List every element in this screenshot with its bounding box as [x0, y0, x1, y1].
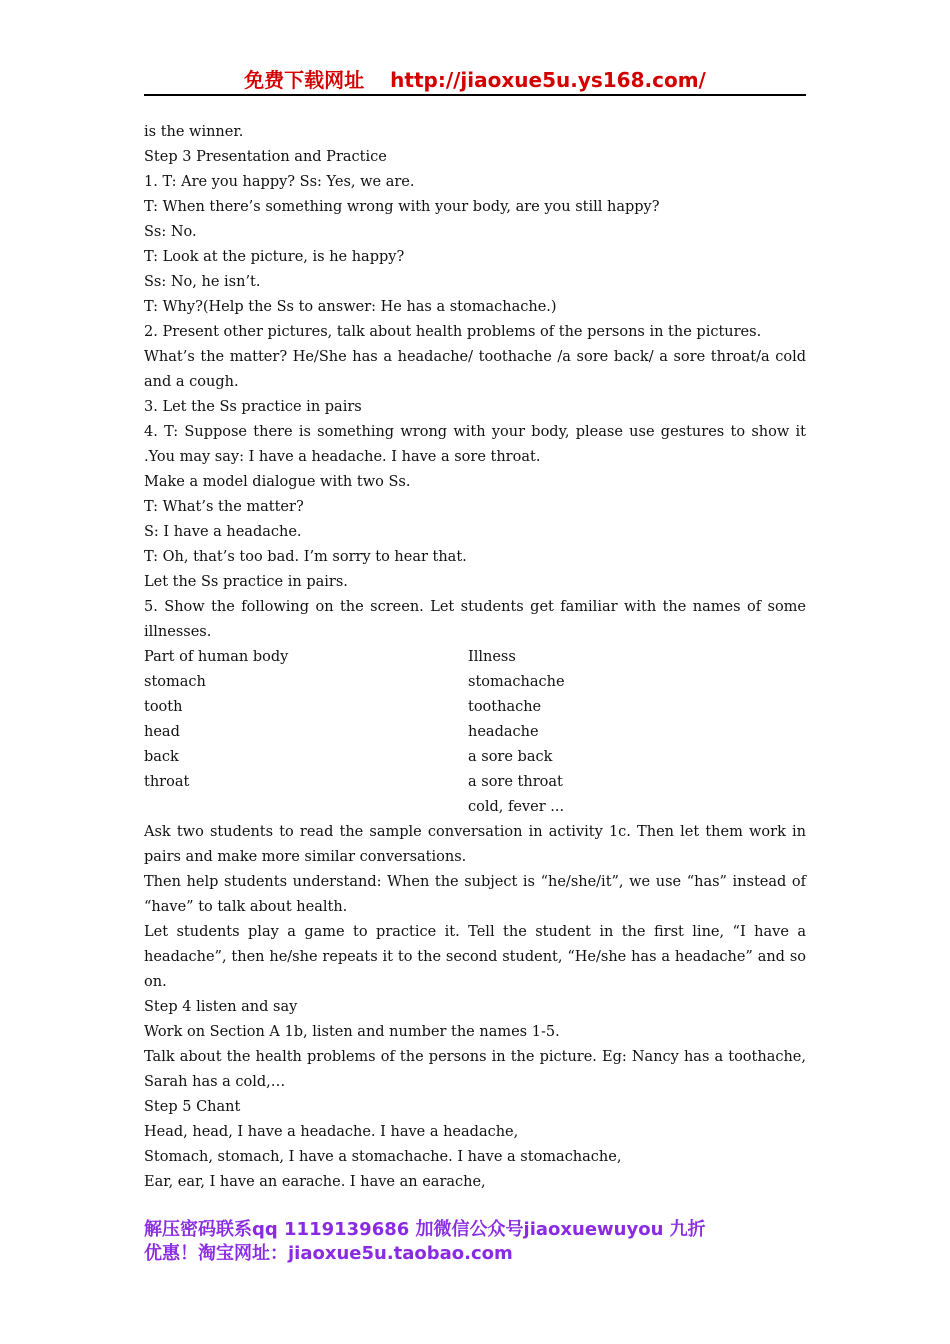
table-cell-illness: headache	[468, 724, 539, 740]
chant-line: Stomach, stomach, I have a stomachache. I have a stomachache,	[144, 1149, 622, 1165]
text-line: Ss: No.	[144, 224, 197, 240]
paragraph-present-pictures: 2. Present other pictures, talk about health problems of the persons in the pictures.	[144, 324, 762, 340]
table-cell-body-part: back	[144, 749, 179, 765]
dialog-line: T: What’s the matter?	[144, 499, 304, 515]
table-header-row	[144, 645, 806, 670]
footer-line-shop: 优惠！淘宝网址：jiaoxue5u.taobao.com	[144, 1243, 513, 1264]
table-row	[144, 670, 806, 695]
step3-title: Step 3 Presentation and Practice	[144, 149, 387, 165]
table-header-illness: Illness	[468, 649, 516, 665]
text-line: T: Look at the picture, is he happy?	[144, 249, 405, 265]
table-cell-illness: cold, fever ...	[468, 799, 565, 815]
table-cell-body-part: stomach	[144, 674, 206, 690]
table-row	[144, 745, 806, 770]
table-cell-body-part: throat	[144, 774, 190, 790]
table-cell-illness: a sore back	[468, 749, 553, 765]
paragraph-game: Let students play a game to practice it. Tell the student in the first line, “I have a headache”, then he/she repeats it to the second student, “He/she has a headache” and so on.	[144, 924, 806, 990]
paragraph-show-screen: 5. Show the following on the screen. Let students get familiar with the names of some illnesses.	[144, 599, 806, 640]
document-body	[144, 120, 806, 1195]
table-cell-body-part: head	[144, 724, 180, 740]
paragraph-health-problems: Talk about the health problems of the persons in the picture. Eg: Nancy has a toothache, Sarah has a cold,…	[144, 1049, 806, 1090]
dialog-line: Let the Ss practice in pairs.	[144, 574, 348, 590]
page-footer	[144, 1218, 806, 1266]
paragraph-practice-pairs: 3. Let the Ss practice in pairs	[144, 399, 362, 415]
text-line: T: Why?(Help the Ss to answer: He has a stomachache.)	[144, 299, 557, 315]
table-cell-illness: toothache	[468, 699, 542, 715]
header-url-link[interactable]: http://jiaoxue5u.ys168.com/	[390, 68, 706, 92]
table-row	[144, 770, 806, 795]
table-cell-illness: a sore throat	[468, 774, 563, 790]
paragraph-ask-students: Ask two students to read the sample conversation in activity 1c. Then let them work in pairs and make more similar conversations.	[144, 824, 806, 865]
table-cell-body-part: tooth	[144, 699, 183, 715]
step5-title: Step 5 Chant	[144, 1099, 241, 1115]
text-line: Ss: No, he isn’t.	[144, 274, 261, 290]
chant-line: Ear, ear, I have an earache. I have an earache,	[144, 1174, 486, 1190]
dialog-line: Make a model dialogue with two Ss.	[144, 474, 411, 490]
footer-line-contact: 解压密码联系qq 1119139686 加微信公众号jiaoxuewuyou 九折	[144, 1219, 706, 1240]
table-row	[144, 795, 806, 820]
step4-title: Step 4 listen and say	[144, 999, 298, 1015]
dialog-line: T: Oh, that’s too bad. I’m sorry to hear that.	[144, 549, 467, 565]
header-label: 免费下载网址	[244, 68, 365, 92]
table-row	[144, 720, 806, 745]
header-divider	[144, 94, 806, 96]
paragraph-help-students: Then help students understand: When the subject is “he/she/it”, we use “has” instead of “have” to talk about health.	[144, 874, 806, 915]
table-cell-illness: stomachache	[468, 674, 565, 690]
dialog-line: S: I have a headache.	[144, 524, 302, 540]
table-header-body-part: Part of human body	[144, 649, 289, 665]
paragraph-gestures: 4. T: Suppose there is something wrong with your body, please use gestures to show it .You may say: I have a headache. I have a sore throat.	[144, 424, 806, 465]
table-row	[144, 695, 806, 720]
chant-line: Head, head, I have a headache. I have a headache,	[144, 1124, 519, 1140]
page-header	[144, 66, 806, 94]
text-line: is the winner.	[144, 124, 244, 140]
illness-table	[144, 645, 806, 820]
text-line: T: When there’s something wrong with your body, are you still happy?	[144, 199, 660, 215]
paragraph-whats-matter: What’s the matter? He/She has a headache/ toothache /a sore back/ a sore throat/a cold and a cough.	[144, 349, 806, 390]
table-cell-body-part	[144, 795, 468, 820]
text-line: Work on Section A 1b, listen and number the names 1-5.	[144, 1024, 560, 1040]
text-line: 1. T: Are you happy? Ss: Yes, we are.	[144, 174, 415, 190]
